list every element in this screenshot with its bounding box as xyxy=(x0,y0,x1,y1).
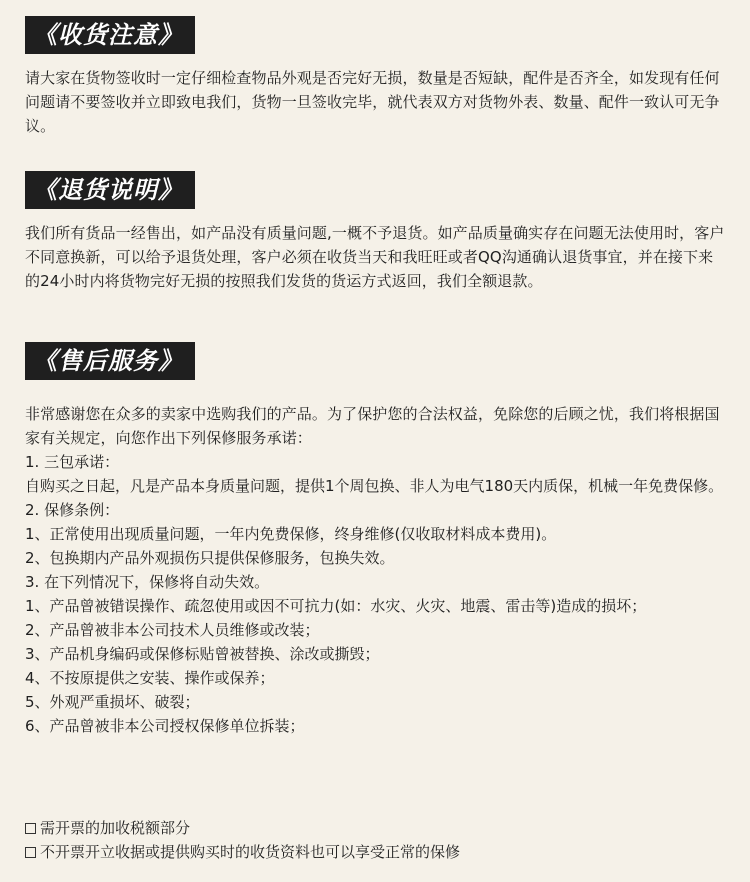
list-item: 2、产品曾被非本公司技术人员维修或改装； xyxy=(25,621,320,639)
section-heading-after-sales: 《售后服务》 xyxy=(25,342,195,380)
list-item: 2、包换期内产品外观损伤只提供保修服务，包换失效。 xyxy=(25,549,395,567)
warranty-terms-list xyxy=(25,450,725,738)
receiving-notice-section xyxy=(25,16,725,138)
list-item: 4、不按原提供之安装、操作或保养； xyxy=(25,669,275,687)
section-heading-receiving-notice: 《收货注意》 xyxy=(25,16,195,54)
checkbox-note-row xyxy=(25,840,725,864)
checkbox-icon xyxy=(25,847,36,858)
list-item: 3、产品机身编码或保修标贴曾被替换、涂改或撕毁； xyxy=(25,645,380,663)
section-heading-return-policy: 《退货说明》 xyxy=(25,171,195,209)
checkbox-notes-section xyxy=(25,816,725,864)
checkbox-icon xyxy=(25,823,36,834)
return-policy-paragraph: 我们所有货品一经售出，如产品没有质量问题,一概不予退货。如产品质量确实存在问题无法使用时，客户不同意换新，可以给予退货处理，客户必须在收货当天和我旺旺或者QQ沟通确认退货事宜，并在接下来的24小时内将货物完好无损的按照我们发货的货运方式返回，我们全额退款。 xyxy=(25,224,725,290)
list-item: 1、产品曾被错误操作、疏忽使用或因不可抗力(如：水灾、火灾、地震、雷击等)造成的损坏； xyxy=(25,597,647,615)
return-policy-section xyxy=(25,171,725,293)
list-item: 自购买之日起，凡是产品本身质量问题，提供1个周包换、非人为电气180天内质保，机械一年免费保修。 xyxy=(25,477,724,495)
checkbox-note-label: 需开票的加收税额部分 xyxy=(40,819,191,837)
receiving-notice-paragraph: 请大家在货物签收时一定仔细检查物品外观是否完好无损，数量是否短缺，配件是否齐全，如发现有任何问题请不要签收并立即致电我们，货物一旦签收完毕，就代表双方对货物外表、数量、配件一致认可无争议。 xyxy=(25,69,720,135)
after-sales-section xyxy=(25,342,725,738)
list-item: 5、外观严重损坏、破裂； xyxy=(25,693,200,711)
list-item: 1. 三包承诺： xyxy=(25,453,120,471)
list-item: 1、正常使用出现质量问题，一年内免费保修，终身维修(仅收取材料成本费用)。 xyxy=(25,525,557,543)
after-sales-intro: 非常感谢您在众多的卖家中选购我们的产品。为了保护您的合法权益，免除您的后顾之忧，我们将根据国家有关规定，向您作出下列保修服务承诺： xyxy=(25,405,720,447)
list-item: 6、产品曾被非本公司授权保修单位拆装； xyxy=(25,717,305,735)
checkbox-note-label: 不开票开立收据或提供购买时的收货资料也可以享受正常的保修 xyxy=(40,843,461,861)
list-item: 2. 保修条例： xyxy=(25,501,120,519)
checkbox-note-row xyxy=(25,816,725,840)
list-item: 3. 在下列情况下，保修将自动失效。 xyxy=(25,573,270,591)
